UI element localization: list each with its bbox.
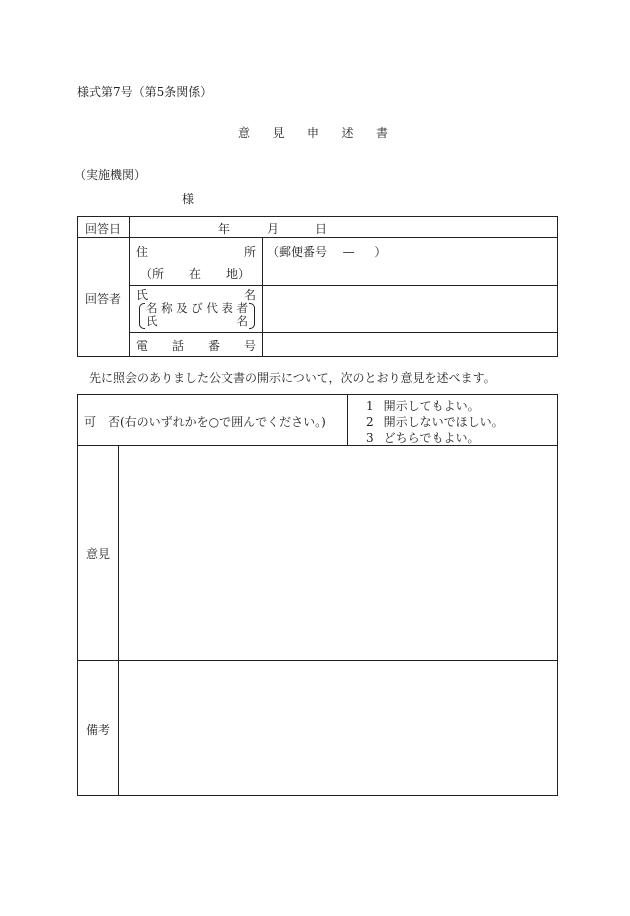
title-char: 書 xyxy=(375,126,388,140)
name-input[interactable] xyxy=(263,286,556,331)
option-1[interactable]: 1 開示してもよい。 xyxy=(366,399,480,413)
document-title xyxy=(238,124,388,141)
opinion-label: 意見 xyxy=(86,547,111,561)
title-char: 述 xyxy=(341,126,354,140)
title-char: 申 xyxy=(306,126,319,140)
title-char: 意 xyxy=(238,126,251,140)
intro-text: 先に照会のありました公文書の開示について，次のとおり意見を述べます。 xyxy=(89,371,496,385)
postal-code-field[interactable]: （郵便番号 — ） xyxy=(267,245,387,259)
title-char: 見 xyxy=(272,126,285,140)
day-unit[interactable]: 日 xyxy=(315,222,328,236)
consent-options xyxy=(366,398,504,446)
option-3[interactable]: 3 どちらでもよい。 xyxy=(366,431,480,445)
phone-input[interactable] xyxy=(263,333,556,355)
answer-date-label: 回答日 xyxy=(85,222,122,236)
name-label: 氏 名 xyxy=(136,288,256,302)
phone-label: 電 話 番 号 xyxy=(136,339,256,353)
year-unit[interactable]: 年 xyxy=(218,222,231,236)
consent-label: 可 否(右のいずれかを○で囲んでください。) xyxy=(84,415,326,429)
representative-label-line1: 名 称 及 び 代 表 者 xyxy=(146,301,248,315)
month-unit[interactable]: 月 xyxy=(267,222,280,236)
address-label: 住 所 xyxy=(136,245,256,259)
agency-label: （実施機関） xyxy=(74,168,147,182)
location-label: （所 在 地） xyxy=(140,267,250,281)
bracket-left xyxy=(139,303,145,329)
option-2[interactable]: 2 開示しないでほしい。 xyxy=(366,415,504,429)
remarks-input[interactable] xyxy=(119,661,556,794)
form-number: 様式第7号（第5条関係） xyxy=(77,85,213,99)
remarks-label: 備考 xyxy=(86,723,111,737)
honorific-sama: 様 xyxy=(182,192,195,206)
respondent-label: 回答者 xyxy=(85,292,122,306)
representative-label-line2: 氏 名 xyxy=(146,314,248,328)
opinion-input[interactable] xyxy=(119,446,556,659)
bracket-right xyxy=(249,303,255,329)
